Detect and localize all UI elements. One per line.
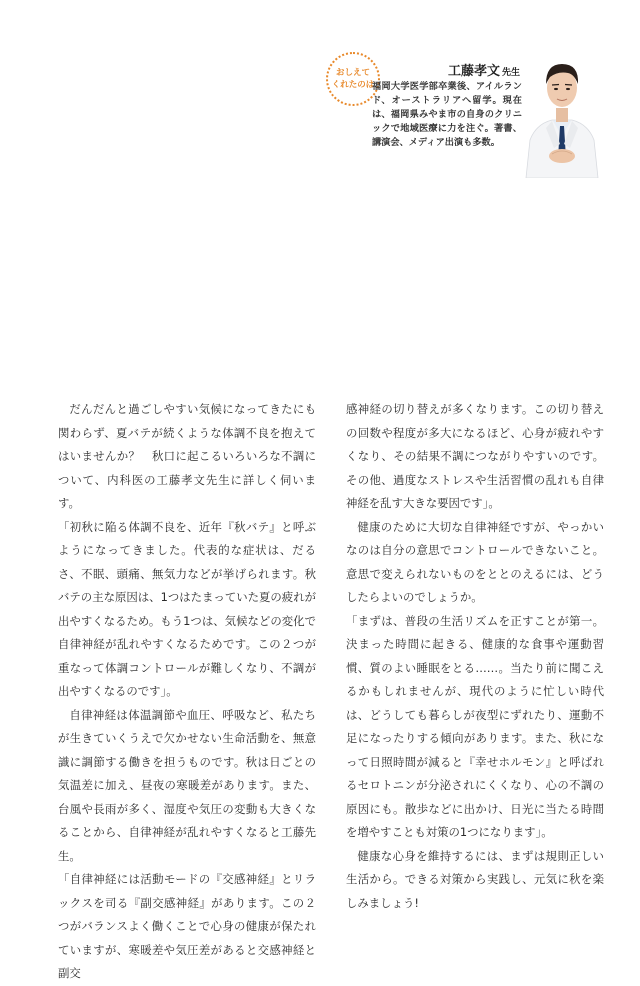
- article-paragraph: 自律神経は体温調節や血圧、呼吸など、私たちが生きていくうえで欠かせない生命活動を、無意識に調節する働きを担うものです。秋は日ごとの気温差に加え、昼夜の寒暖差があります。また、台風や長雨が多く、湿度や気圧の変動も大きくなることから、自律神経が乱れやすくなると工藤先生。: [58, 707, 316, 863]
- doctor-name: 工藤孝文: [447, 64, 500, 79]
- doctor-name-row: [410, 60, 520, 79]
- article-paragraph: だんだんと過ごしやすい気候になってきたにも関わらず、夏バテが続くような体調不良を抱えてはいませんか？ 秋口に起こるいろいろな不調について、内科医の工藤孝文先生に詳しく伺います。: [58, 402, 316, 510]
- doctor-title-suffix: 先生: [501, 68, 520, 78]
- doctor-bio: 福岡大学医学部卒業後、アイルランド、オーストラリアへ留学。現在は、福岡県みやま市の自身のクリニックで地域医療に力を注ぐ。著書、講演会、メディア出演も多数。: [372, 81, 522, 148]
- badge-line-2: くれたのは: [331, 80, 375, 90]
- article-paragraph: 健康な心身を維持するには、まずは規則正しい生活から。できる対策から実践し、元気に秋を楽しみましょう!: [346, 848, 604, 910]
- article-paragraph: 健康のために大切な自律神経ですが、やっかいなのは自分の意思でコントロールできないこと。意思で変えられないものをととのえるには、どうしたらよいのでしょうか。: [346, 519, 604, 604]
- article-body: [58, 398, 604, 986]
- article-paragraph: 「初秋に陥る体調不良を、近年『秋バテ』と呼ぶようになってきました。代表的な症状は、だるさ、不眠、頭痛、無気力などが挙げられます。秋バテの主な原因は、1つはたまっていた夏の疲れが出やすくなるため。もう1つは、気候などの変化で自律神経が乱れやすくなるためです。この２つが重なって体調コントロールが難しくなり、不調が出やすくなるのです」。: [58, 519, 316, 698]
- doctor-profile: [322, 44, 612, 178]
- article-paragraph: 「まずは、普段の生活リズムを正すことが第一。決まった時間に起きる、健康的な食事や運動習慣、質のよい睡眠をとる……。当たり前に聞こえるかもしれませんが、現代のように忙しい時代は、どうしても暮らしが夜型にずれたり、運動不足になったりする傾向があります。また、秋になって日照時間が減ると『幸せホルモン』と呼ばれるセロトニンが分泌されにくくなり、心の不調の原因にも。散歩などに出かけ、日光に当たる時間を増やすことも対策の1つになります」。: [346, 613, 604, 839]
- article-paragraph: 感神経の切り替えが多くなります。この切り替えの回数や程度が多大になるほど、心身が疲れやすくなり、その結果不調につながりやすいのです。その他、過度なストレスや生活習慣の乱れも自律神経を乱す大きな要因です」。: [346, 402, 604, 510]
- article-paragraph: 「自律神経には活動モードの『交感神経』とリラックスを司る『副交感神経』があります。この２つがバランスよく働くことで心身の健康が保たれていますが、寒暖差や気圧差があると交感神経と副交: [58, 872, 316, 980]
- article-column-left: [58, 398, 316, 986]
- doctor-portrait: [522, 44, 602, 178]
- badge-line-1: おしえて: [335, 68, 370, 78]
- article-column-right: [346, 398, 604, 986]
